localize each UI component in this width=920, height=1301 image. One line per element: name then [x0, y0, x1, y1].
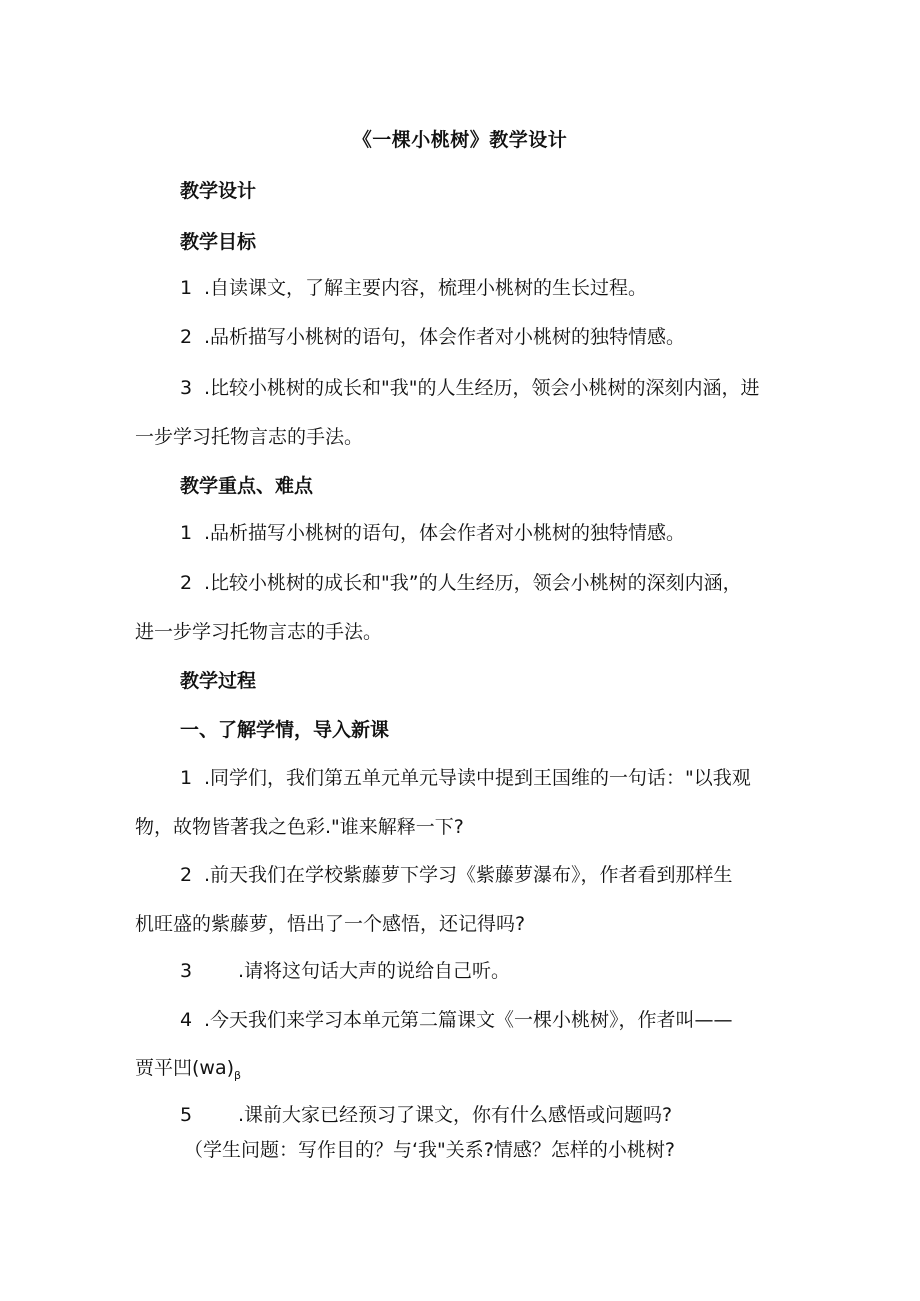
step-text: .前天我们在学校紫藤萝下学习《紫藤萝瀑布》，作者看到那样生: [204, 864, 733, 886]
step-number: 3: [180, 960, 193, 982]
key-item-2-continuation: 进一步学习托物言志的手法。: [135, 621, 383, 643]
step-text: .今天我们来学习本单元第二篇课文《一棵小桃树》，作者叫——: [204, 1009, 733, 1031]
goal-item-3-continuation: 一步学习托物言志的手法。: [135, 426, 364, 448]
key-item-1: [180, 519, 685, 547]
heading-key-points: 教学重点、难点: [180, 475, 314, 497]
heading-teaching-process: 教学过程: [180, 670, 257, 692]
author-name-subscript: β: [234, 1068, 242, 1082]
step-item-3: [180, 957, 510, 985]
goal-text: .比较小桃树的成长和"我"的人生经历，领会小桃树的深刻内涵，进: [204, 377, 760, 399]
step-text: .同学们，我们第五单元单元导读中提到王国维的一句话："以我观: [204, 767, 751, 789]
key-item-2: [180, 569, 742, 597]
step-number: 1: [180, 767, 193, 789]
step-number: 4: [180, 1009, 193, 1031]
heading-teaching-goals: 教学目标: [180, 231, 257, 253]
key-text: .品析描写小桃树的语句，体会作者对小桃树的独特情感。: [204, 522, 686, 544]
step-number: 5: [180, 1104, 193, 1126]
goal-text: .品析描写小桃树的语句，体会作者对小桃树的独特情感。: [204, 326, 686, 348]
key-text: .比较小桃树的成长和"我”的人生经历，领会小桃树的深刻内涵，: [204, 572, 742, 594]
key-number: 2: [180, 572, 193, 594]
step-item-1: [180, 764, 751, 792]
step-item-5: [180, 1101, 672, 1129]
goal-text: .自读课文，了解主要内容，梳理小桃树的生长过程。: [204, 277, 648, 299]
heading-teaching-design: 教学设计: [180, 180, 257, 202]
student-questions: （学生问题：写作目的？与‘我"关系?情感？怎样的小桃树?: [184, 1139, 675, 1161]
goal-number: 2: [180, 326, 193, 348]
step-item-4-continuation: [135, 1054, 241, 1090]
goal-number: 1: [180, 277, 193, 299]
author-name: 贾平凹(wa): [135, 1057, 235, 1079]
step-item-1-continuation: 物，故物皆著我之色彩."谁来解释一下?: [135, 816, 464, 838]
step-number: 2: [180, 864, 193, 886]
goal-item-1: [180, 274, 647, 302]
part1-heading: 一、了解学情，导入新课: [180, 719, 390, 741]
goal-item-3: [180, 374, 760, 402]
step-text: .请将这句话大声的说给自己听。: [238, 960, 511, 982]
step-item-2-continuation: 机旺盛的紫藤萝，悟出了一个感悟，还记得吗?: [135, 913, 526, 935]
step-text: .课前大家已经预习了课文，你有什么感悟或问题吗?: [238, 1104, 673, 1126]
goal-item-2: [180, 323, 685, 351]
key-number: 1: [180, 522, 193, 544]
step-item-4: [180, 1006, 733, 1034]
goal-number: 3: [180, 377, 193, 399]
step-item-2: [180, 861, 733, 889]
document-title: 《一棵小桃树》教学设计: [352, 129, 568, 151]
